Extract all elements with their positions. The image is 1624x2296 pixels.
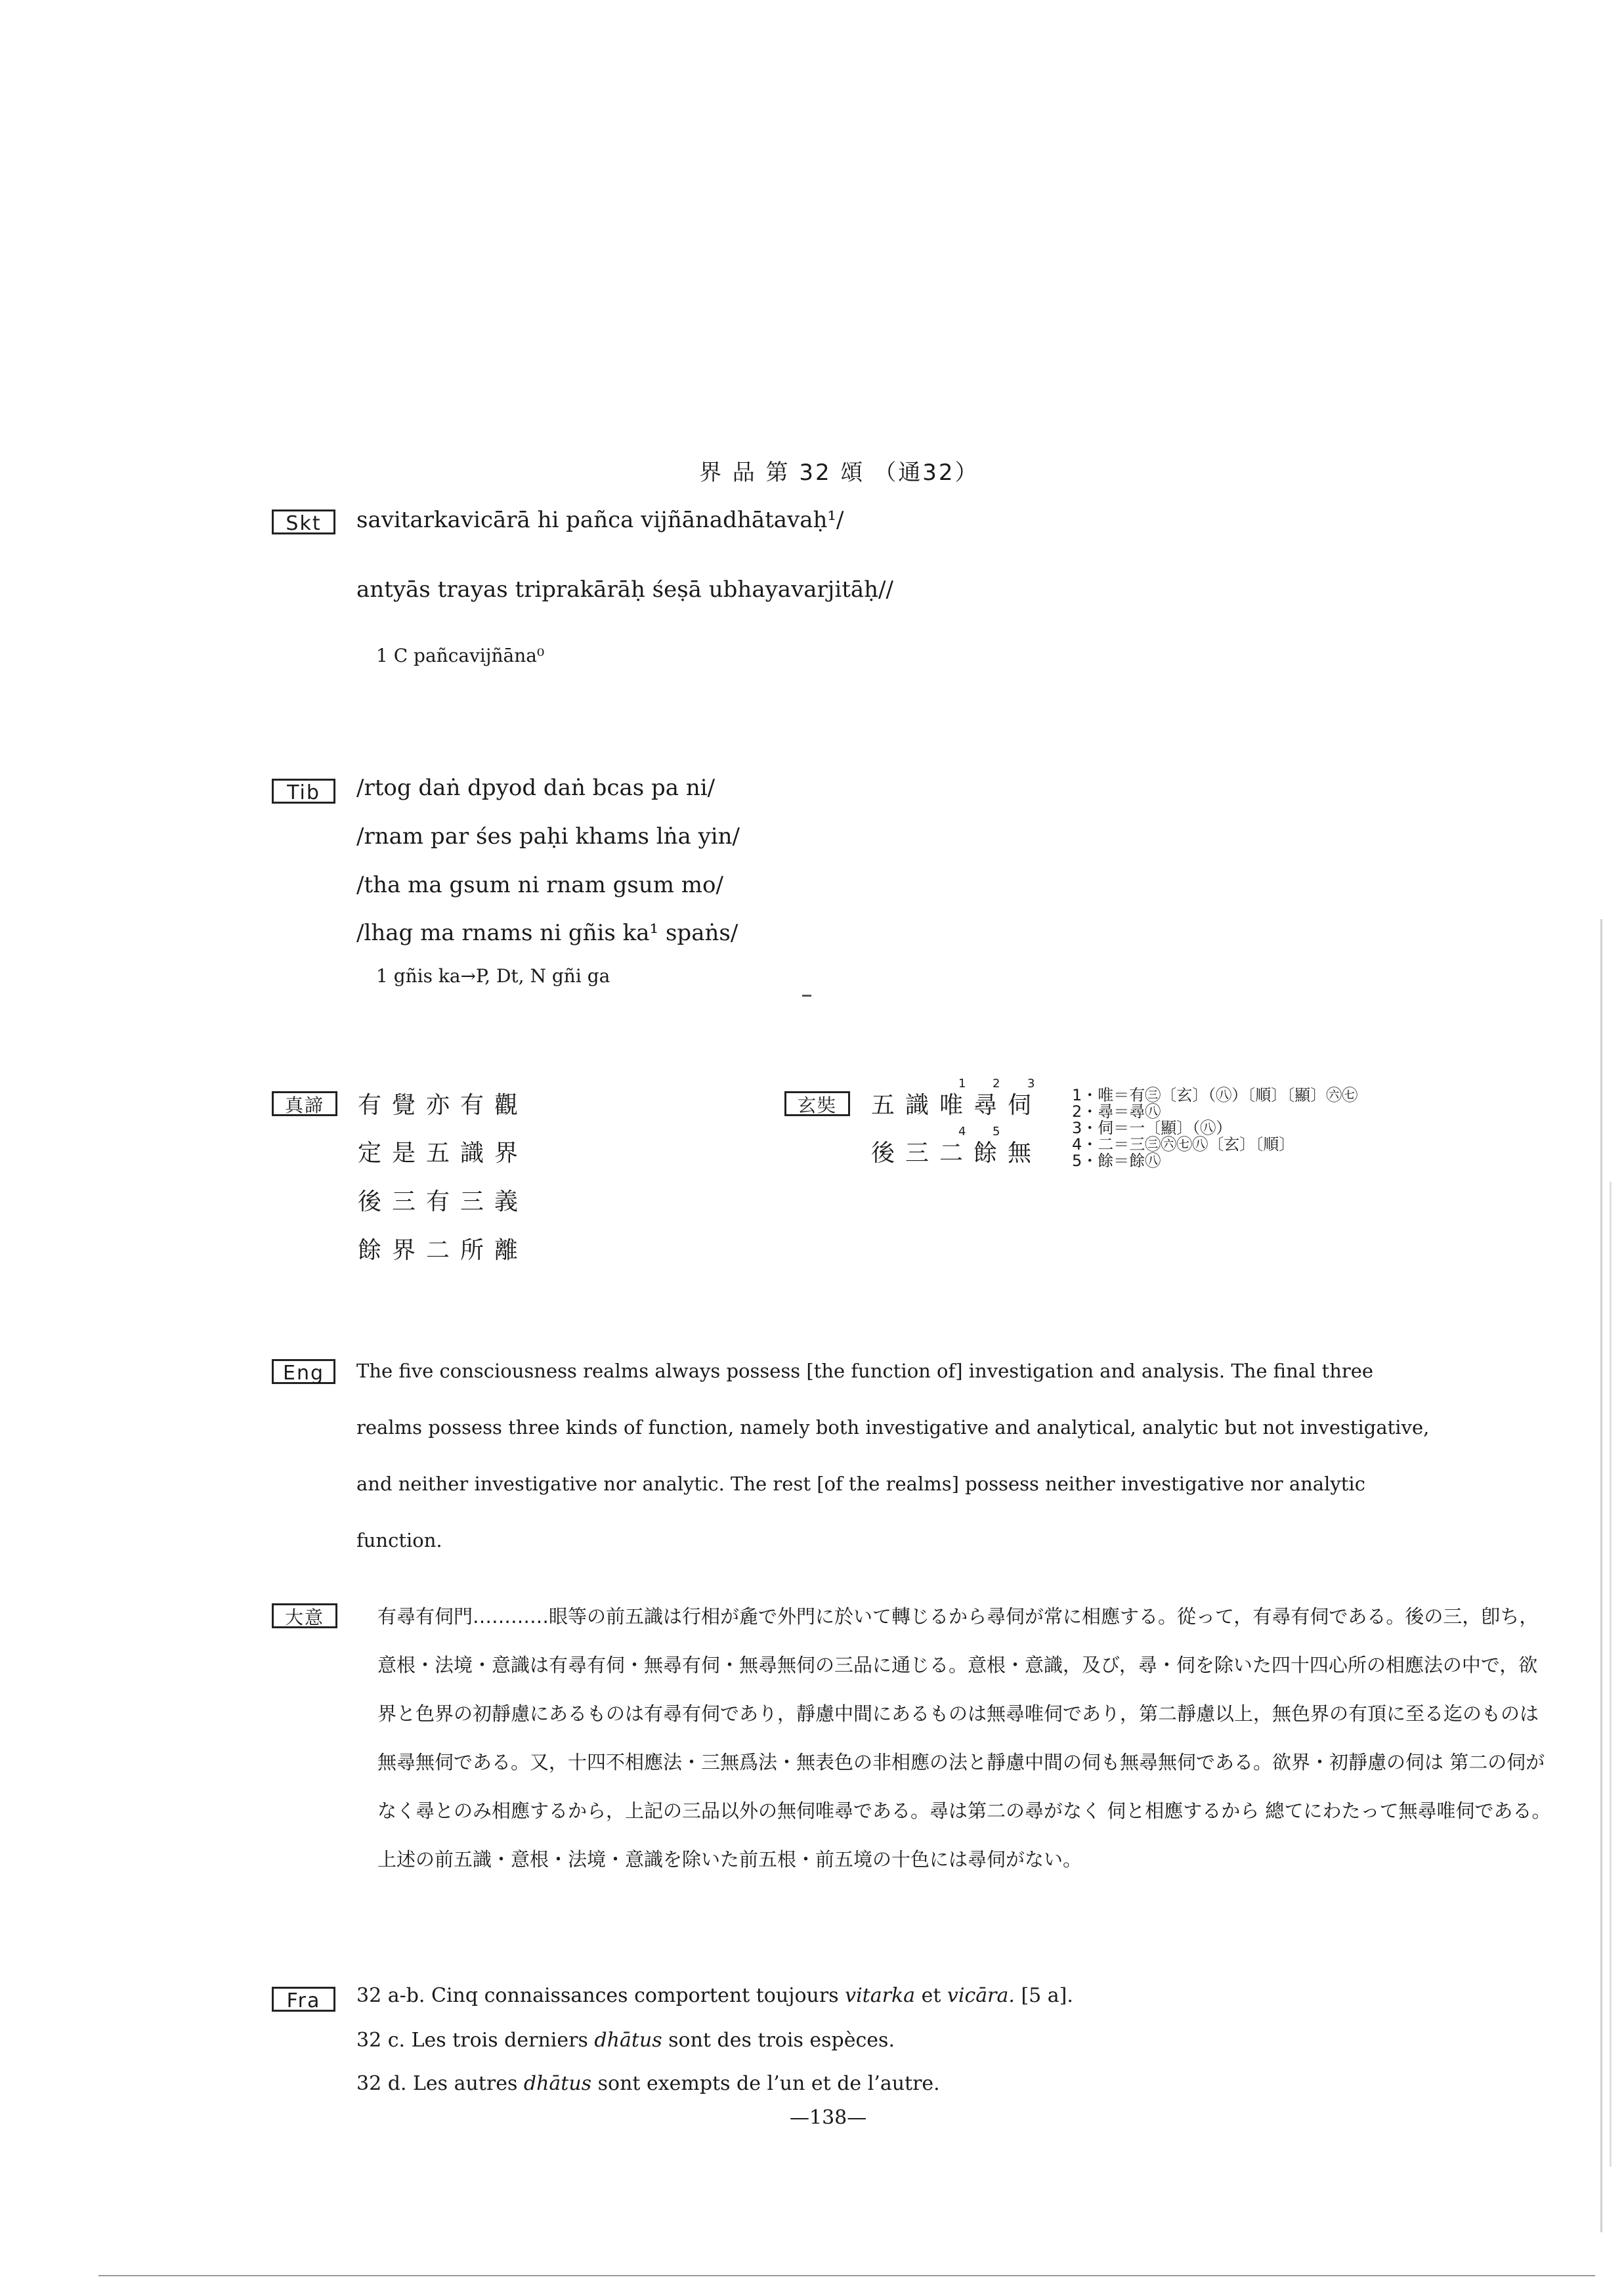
tib-line-2: /rnam par śes paḥi khams lṅa yin/ — [356, 823, 740, 850]
zhendi-line-3: 後三有三義 — [358, 1188, 529, 1215]
french-text: 32 d. Les autres — [356, 2072, 524, 2095]
zhendi-line-4: 餘界二所離 — [358, 1237, 529, 1264]
variant-note-5: 5・餘＝餘㊇ — [1072, 1152, 1161, 1170]
french-text: et — [915, 1984, 947, 2007]
variant-marker-2: 2 — [993, 1077, 1000, 1091]
page-number: —138— — [790, 2106, 867, 2129]
variant-marker-1: 1 — [958, 1077, 966, 1091]
variant-marker-5: 5 — [993, 1125, 1000, 1138]
tib-line-4: /lhag ma rnams ni gñis ka¹ spaṅs/ — [356, 920, 738, 946]
french-term: vicāra. — [947, 1984, 1015, 2007]
tib-line-3: /tha ma gsum ni rnam gsum mo/ — [356, 872, 723, 898]
english-translation: The five consciousness realms always possess [the function of] investigation and analysis. The final three realms possess three kinds of function, namely both investigative and analytical, analytic but not investigative, and neither investigative nor analytic. The rest [of the realms] possess neither investigative nor analytic function. — [356, 1360, 1430, 1551]
bottom-edge-line — [98, 2275, 1595, 2276]
variant-note-1: 1・唯＝有㊂〔玄〕（㊇）〔順〕〔顯〕㊅㊆ — [1072, 1086, 1358, 1104]
variant-note-3: 3・伺＝一〔顯〕（㊇） — [1072, 1119, 1232, 1137]
french-line-3 — [356, 2072, 940, 2095]
french-text: sont des trois espèces. — [662, 2029, 895, 2052]
zhendi-line-2: 定是五識界 — [358, 1140, 529, 1167]
french-line-2 — [356, 2029, 895, 2052]
label-tib: Tib — [272, 779, 335, 804]
french-term: vitarka — [845, 1984, 916, 2007]
xuanzang-line-1: 五識唯尋伺 — [871, 1092, 1042, 1119]
scan-edge-mark — [1600, 919, 1602, 2232]
skt-line-1: savitarkavicārā hi pañca vijñānadhātavaḥ¹/ — [356, 507, 844, 533]
japanese-summary: 有尋有伺門…………眼等の前五識は行相が麁で外門に於いて轉じるから尋伺が常に相應する。從って，有尋有伺である。後の三，卽ち，意根・法境・意識は有尋有伺・無尋有伺・無尋無伺の三品に通じる。意根・意識，及び，尋・伺を除いた四十四心所の相應法の中で，欲界と色界の初靜慮にあるものは有尋有伺であり，靜慮中間にあるものは無尋唯伺であり，第二靜慮以上，無色界の有頂に至る迄のものは無尋無伺である。又，十四不相應法・三無爲法・無表色の非相應の法と靜慮中間の伺も無尋無伺である。欲界・初靜慮の伺は 第二の伺がなく尋とのみ相應するから，上記の三品以外の無伺唯尋である。尋は第二の尋がなく 伺と相應するから 總てにわたって無尋唯伺である。上述の前五識・意根・法境・意識を除いた前五根・前五境の十色には尋伺がない。 — [377, 1605, 1551, 1871]
zhendi-line-1: 有覺亦有觀 — [358, 1092, 529, 1119]
label-taii: 大意 — [272, 1603, 337, 1628]
label-xuanzang: 玄奘 — [784, 1091, 850, 1116]
xuanzang-line-2: 後三二餘無 — [871, 1140, 1042, 1167]
label-eng: Eng — [272, 1359, 335, 1384]
variant-note-4: 4・二＝三㊂㊅㊆㊇〔玄〕〔順〕 — [1072, 1135, 1295, 1154]
skt-note: 1 C pañcavijñāna⁰ — [376, 645, 545, 666]
page-title: 界 品 第 32 頌 （通32） — [699, 460, 979, 486]
tib-note: 1 gñis ka→P, Dt, N gñi ga — [376, 965, 610, 987]
label-zhendi: 真諦 — [272, 1091, 337, 1116]
french-term: dhātus — [594, 2029, 662, 2052]
variant-note-2: 2・尋＝尋㊇ — [1072, 1102, 1161, 1121]
variant-marker-3: 3 — [1027, 1077, 1035, 1091]
label-skt: Skt — [272, 509, 335, 534]
scan-edge-mark — [1610, 1182, 1612, 2167]
french-term: dhātus — [523, 2072, 592, 2095]
variant-marker-4: 4 — [958, 1125, 966, 1138]
french-text: 32 a-b. Cinq connaissances comportent toujours — [356, 1984, 845, 2007]
skt-line-2: antyās trayas triprakārāḥ śeṣā ubhayavarjitāḥ// — [356, 576, 893, 603]
french-line-1 — [356, 1984, 1073, 2007]
french-text: [5 a]. — [1014, 1984, 1073, 2007]
label-fra: Fra — [272, 1987, 335, 2012]
french-text: sont exempts de l’un et de l’autre. — [591, 2072, 940, 2095]
stray-mark — [802, 995, 811, 997]
tib-line-1: /rtog daṅ dpyod daṅ bcas pa ni/ — [356, 775, 716, 801]
french-text: 32 c. Les trois derniers — [356, 2029, 595, 2052]
